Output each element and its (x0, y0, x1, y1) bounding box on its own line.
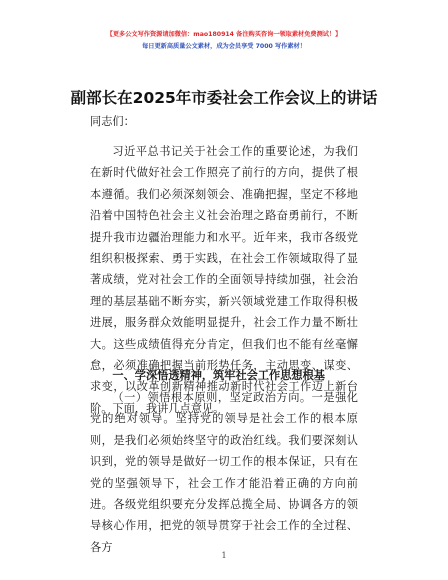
promo-banner-line-1: 【更多公文写作资源请加微信：mao180914 备注购买咨询一领取素材免费测试！】 (106, 31, 342, 38)
document-title: 副部长在2025年市委社会工作会议上的讲话 (70, 89, 378, 107)
body-paragraph-1: 习近平总书记关于社会工作的重要论述，为我们在新时代做好社会工作照亮了前行的方向，提供了根本遵循。我们必须深刻领会、准确把握，坚定不移地沿着中国特色社会主义社会治理之路奋勇前行，不断提升我市边疆治理能力和水平。近年来，我市各级党组织积极探索、勇于实践，在社会工作领域取得了显著成绩，党对社会工作的全面领导持续加强，社会治理的基层基础不断夯实，新兴领域党建工作取得积极进展，服务群众效能明显提升，社会工作力量不断壮大。这些成绩值得充分肯定，但我们也不能有丝毫懈怠，必须准确把握当前形势任务，主动思变、谋变、求变，以改革创新精神推动新时代社会工作迈上新台阶。下面，我讲几点意见。 (90, 145, 358, 415)
body-paragraph-2: （一）领悟根本原则，坚定政治方向。一是强化党的绝对领导。坚持党的领导是社会工作的根本原则，是我们必须始终坚守的政治红线。我们要深刻认识到，党的领导是做好一切工作的根本保证，只有在党的坚强领导下，社会工作才能沿着正确的方向前进。各级党组织要充分发挥总揽全局、协调各方的领导核心作用，把党的领导贯穿于社会工作的全过程、各方 (90, 391, 358, 554)
section-heading-1: 一、学深悟透精神，筑牢社会工作思想根基 (112, 369, 325, 382)
page-number: 1 (221, 551, 227, 560)
promo-banner-line-2: 每日更新高质量公文素材，成为会员享受 7000 写作素材！ (142, 43, 306, 50)
salutation: 同志们： (90, 115, 135, 128)
